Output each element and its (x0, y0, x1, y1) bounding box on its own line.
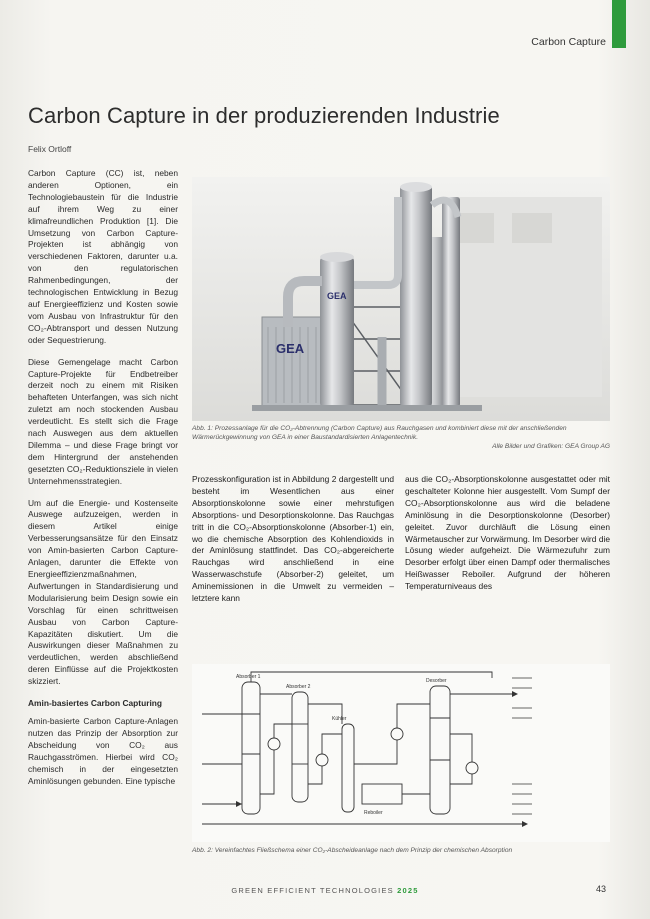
gea-logo-column: GEA (327, 291, 347, 301)
photo-caption (192, 424, 610, 451)
magazine-year: 2025 (397, 886, 419, 895)
label-desorber: Desorber (426, 678, 447, 684)
article-title: Carbon Capture in der produzierenden Industrie (28, 102, 500, 128)
left-paragraph-3: Um auf die Energie- und Kostenseite Auswege aufzuzeigen, werden in diesem Artikel einige Verbesserungsansätze für den Einsatz von Amin-basierten Carbon Capture-Anlagen, darunter die Effekte von Energieeffizienzmaßnahmen, Aufwertungen in Standardisierung und Modularisierung beim Design sowie ein Vorschlag für einen schrittweisen Ausbau von Carbon Capture-Kapazitäten diskutiert. Um die Auswirkungen dieser Maßnahmen zu verdeutlichen, werden abschließend deren Einflüsse auf die Projektkosten skizziert. (28, 497, 178, 687)
photo-credit: Alle Bilder und Grafiken: GEA Group AG (492, 443, 610, 450)
diagram-caption: Abb. 2: Vereinfachtes Fließschema einer CO₂-Abscheideanlage nach dem Prinzip der chemischen Absorption (192, 847, 513, 854)
section-color-tab (612, 0, 626, 48)
middle-paragraph: Prozesskonfiguration ist in Abbildung 2 dargestellt und besteht im Wesentlichen aus einer Absorptionskolonne sowie einer mehrstufigen Absorptions- und Desorptionskolonne. Das Rauchgas tritt in die CO₂-Absorptionskolonne (Absorber-1) ein, wo die chemische Absorption des Kohlendioxids in der Aminlösung stattfindet. Das CO₂-abgereicherte Rauchgas wird anschließend in eine Wasserwaschstufe (Absorber-2) geleitet, um Aminemissionen in die Umwelt zu vermeiden – letztere kann (192, 474, 394, 604)
carbon-capture-plant-illustration (192, 177, 610, 421)
left-paragraph-2: Diese Gemengelage macht Carbon Capture-Projekte für Endbetreiber derzeit noch zu einem mit Risiken behafteten Unterfangen, was sich nicht zuletzt am noch stockenden Ausbau verdeutlicht. Es stellt sich die Frage nach Auswegen aus dem aktuellen Dilemma – und diese Frage bringt vor dem Hintergrund der anstehenden gesetzten CO₂-Reduktionsziele in vielen Unternehmensstrategien. (28, 356, 178, 486)
right-column (405, 474, 610, 593)
magazine-name: GREEN EFFICIENT TECHNOLOGIES (231, 886, 394, 895)
gea-logo-container: GEA (276, 341, 305, 356)
section-subheading: Amin-basiertes Carbon Capturing (28, 698, 163, 709)
page-footer (0, 886, 650, 895)
left-column (28, 168, 178, 797)
right-paragraph: aus die CO₂-Absorptionskolonne ausgestattet oder mit geschalteter Kolonne hier ausgestellt. Vom Sumpf der CO₂-Absorptionskolonne aus wird die beladene Aminlösung in die Desorptionskolonne (Desorber) geleitet. Zuvor durchläuft die Lösung einen Wärmetauscher zur Vorwärmung. Im Desorber wird die Lösung wieder aufgeheizt. Die Wärmezufuhr zum Desorber erfolgt über einen Dampf oder thermalisches Heißwasser Reboiler. Aufgrund der höheren Temperaturniveaus des (405, 474, 610, 592)
photo-caption-text: Abb. 1: Prozessanlage für die CO₂-Abtrennung (Carbon Capture) aus Rauchgasen und kombiniert diese mit der anschließenden Wärmerückgewinnung von GEA in einer Baustandardisierten Anlagentechnik. (192, 425, 567, 441)
page-number: 43 (595, 884, 606, 894)
process-flow-diagram (192, 664, 610, 842)
label-kuehler: Kühler (332, 716, 347, 722)
plant-photo (192, 177, 610, 421)
section-label: Carbon Capture (531, 36, 606, 48)
label-absorber-1: Absorber 1 (236, 674, 261, 680)
left-paragraph-1: Carbon Capture (CC) ist, neben anderen Optionen, ein Technologiebaustein für die Industrie auf ihrem Weg zu einer klimafreundlichen Produktion [1]. Die Umsetzung von Carbon Capture-Projekten ist abhängig von verschiedenen Faktoren, darunter u.a. von den regulatorischen Rahmenbedingungen, der technologischen Entwicklung in Bezug auf Energieeffizienz und Kosten sowie vom Ausbau von Infrastruktur für den CO₂-Abtransport und dessen Nutzung oder Sequestrierung. (28, 168, 178, 345)
middle-column (192, 474, 394, 605)
label-absorber-2: Absorber 2 (286, 684, 311, 690)
flow-schematic (192, 664, 610, 842)
left-paragraph-4: Amin-basierte Carbon Capture-Anlagen nutzen das Prinzip der Absorption zur Abscheidung von CO₂ aus Rauchgasströmen. Hierbei wird CO₂ chemisch in der eingesetzten Aminlösungen gebunden. Eine typische (28, 715, 178, 786)
article-author: Felix Ortloff (28, 144, 72, 154)
label-reboiler: Reboiler (364, 810, 383, 816)
